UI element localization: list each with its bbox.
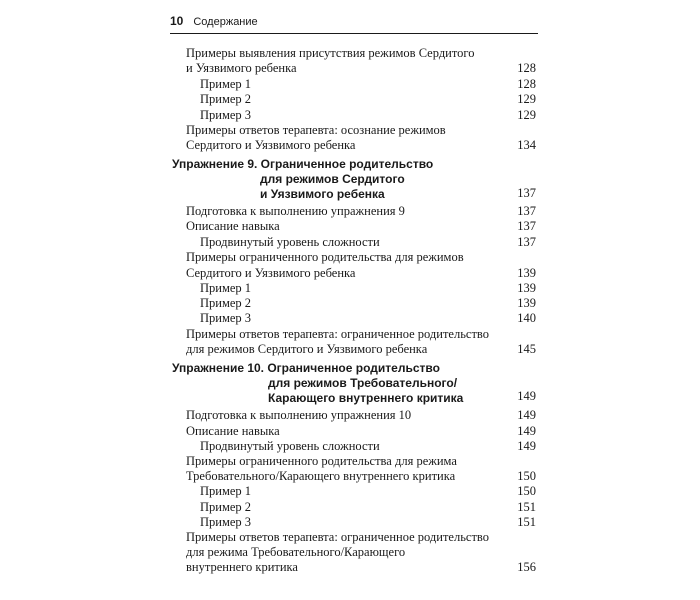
- toc-entry-text: Пример 2: [200, 296, 252, 310]
- chapter-heading: и Уязвимого ребенка: [260, 187, 385, 201]
- toc-entry-page: 139: [517, 281, 536, 295]
- running-header: [170, 14, 540, 34]
- toc-entry-page: 149: [517, 389, 536, 403]
- toc-entry-page: 150: [517, 484, 536, 498]
- header-title: Содержание: [193, 16, 258, 28]
- toc-entry-page: 137: [517, 204, 536, 218]
- toc-entry-text: Пример 2: [200, 92, 252, 106]
- toc-entry-page: 151: [517, 515, 536, 529]
- toc-entry-text: Пример 2: [200, 500, 252, 514]
- toc-entry-page: 140: [517, 311, 536, 325]
- toc-entry-text: Пример 1: [200, 77, 252, 91]
- toc-entry-text: Пример 3: [200, 108, 252, 122]
- toc-entry-page: 128: [517, 61, 536, 75]
- toc-entry-text: Подготовка к выполнению упражнения 10: [186, 408, 412, 422]
- chapter-heading: Упражнение 9. Ограниченное родительство: [172, 157, 434, 171]
- toc-entry-page: 139: [517, 266, 536, 280]
- toc-entry-text: для режима Требовательного/Карающего: [186, 545, 406, 559]
- toc-entry-text: Примеры ответов терапевта: осознание режимов: [186, 123, 446, 137]
- toc-entry-text: Подготовка к выполнению упражнения 9: [186, 204, 405, 218]
- toc-entry-text: и Уязвимого ребенка: [186, 61, 297, 75]
- toc-entry-page: 156: [517, 560, 536, 574]
- toc-entry-page: 129: [517, 92, 536, 106]
- toc-entry-text: Сердитого и Уязвимого ребенка: [186, 266, 356, 280]
- toc-entry-text: Пример 1: [200, 281, 252, 295]
- toc-entry-text: Примеры ответов терапевта: ограниченное родительство: [186, 327, 489, 341]
- chapter-heading: для режимов Требовательного/: [268, 376, 458, 390]
- toc-entry-text: Пример 3: [200, 311, 252, 325]
- toc-entry-page: 129: [517, 108, 536, 122]
- toc-entry-page: 150: [517, 469, 536, 483]
- toc-entry-page: 149: [517, 424, 536, 438]
- chapter-heading: Упражнение 10. Ограниченное родительство: [172, 361, 440, 375]
- toc-entry-text: Описание навыка: [186, 219, 280, 233]
- toc-entry-text: Примеры ограниченного родительства для режимов: [186, 250, 464, 264]
- toc-entry-text: Пример 3: [200, 515, 252, 529]
- toc-entry-text: Примеры ответов терапевта: ограниченное родительство: [186, 530, 489, 544]
- toc-entry-text: внутреннего критика: [186, 560, 298, 574]
- toc-entry-text: Требовательного/Карающего внутреннего критика: [186, 469, 456, 483]
- toc-entry-page: 145: [517, 342, 536, 356]
- toc-entry-text: Примеры выявления присутствия режимов Сердитого: [186, 46, 475, 60]
- toc-entry-page: 137: [517, 219, 536, 233]
- toc-entry-page: 149: [517, 408, 536, 422]
- toc-entry-text: Пример 1: [200, 484, 252, 498]
- toc-entry-text: Сердитого и Уязвимого ребенка: [186, 138, 356, 152]
- toc-entry-page: 151: [517, 500, 536, 514]
- chapter-heading: Карающего внутреннего критика: [268, 391, 464, 405]
- toc-entry-page: 139: [517, 296, 536, 310]
- toc-entry-text: Примеры ограниченного родительства для режима: [186, 454, 457, 468]
- header-page-number: 10: [170, 14, 184, 28]
- chapter-heading: для режимов Сердитого: [260, 172, 405, 186]
- toc-entry-page: 128: [517, 77, 536, 91]
- toc-entry-page: 134: [517, 138, 536, 152]
- toc-entry-page: 149: [517, 439, 536, 453]
- toc-entry-text: Описание навыка: [186, 424, 280, 438]
- toc-entry-page: 137: [517, 235, 536, 249]
- toc-entry-text: Продвинутый уровень сложности: [200, 439, 380, 453]
- toc-entry-page: 137: [517, 186, 536, 200]
- toc-entry-text: для режимов Сердитого и Уязвимого ребенка: [186, 342, 428, 356]
- header-rule: [170, 33, 538, 34]
- toc-entry-text: Продвинутый уровень сложности: [200, 235, 380, 249]
